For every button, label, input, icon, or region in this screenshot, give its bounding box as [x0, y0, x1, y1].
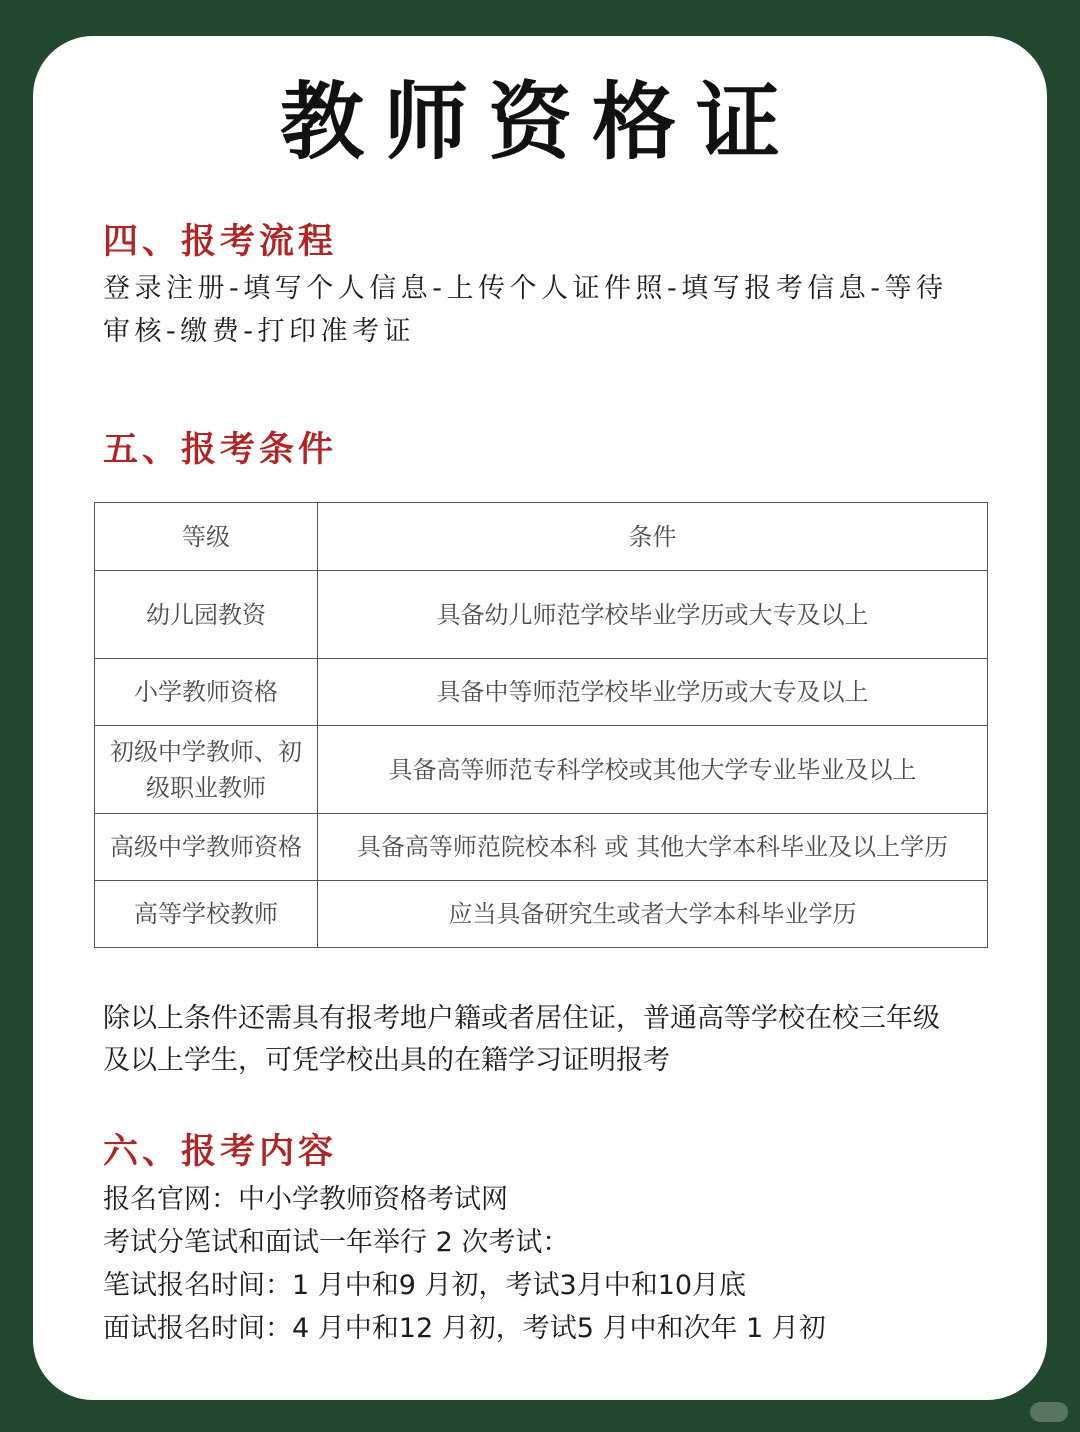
level-cell: 幼儿园教资 [95, 571, 318, 659]
content-line: 面试报名时间：4 月中和12 月初，考试5 月中和次年 1 月初 [103, 1313, 826, 1344]
level-cell: 高等学校教师 [95, 881, 318, 948]
condition-cell: 应当具备研究生或者大学本科毕业学历 [318, 881, 988, 948]
conditions-note-line-1: 除以上条件还需具有报考地户籍或者居住证，普通高等学校在校三年级 [103, 1003, 940, 1034]
process-line-1: 登录注册-填写个人信息-上传个人证件照-填写报考信息-等待 [103, 273, 948, 304]
table-row [95, 814, 988, 881]
section-heading-process: 四、报考流程 [103, 222, 338, 262]
watermark-badge [1030, 1402, 1068, 1422]
level-cell: 初级中学教师、初级职业教师 [95, 726, 318, 814]
section-heading-content: 六、报考内容 [103, 1132, 338, 1172]
content-line: 笔试报名时间：1 月中和9 月初，考试3月中和10月底 [103, 1270, 747, 1301]
conditions-table [94, 502, 988, 948]
page-title: 教师资格证 [279, 73, 800, 171]
table-header-row [95, 503, 988, 571]
header-condition: 条件 [318, 503, 988, 571]
table-row [95, 881, 988, 948]
content-line: 报名官网：中小学教师资格考试网 [103, 1184, 508, 1215]
condition-cell: 具备中等师范学校毕业学历或大专及以上 [318, 659, 988, 726]
process-line-2: 审核-缴费-打印准考证 [103, 316, 415, 347]
header-level: 等级 [95, 503, 318, 571]
table-row [95, 571, 988, 659]
table-row [95, 659, 988, 726]
section-heading-conditions: 五、报考条件 [103, 430, 338, 470]
condition-cell: 具备高等师范院校本科 或 其他大学本科毕业及以上学历 [318, 814, 988, 881]
level-cell: 小学教师资格 [95, 659, 318, 726]
table-row [95, 726, 988, 814]
condition-cell: 具备幼儿师范学校毕业学历或大专及以上 [318, 571, 988, 659]
conditions-note-line-2: 及以上学生，可凭学校出具的在籍学习证明报考 [103, 1045, 670, 1076]
content-line: 考试分笔试和面试一年举行 2 次考试： [103, 1227, 570, 1258]
level-cell: 高级中学教师资格 [95, 814, 318, 881]
condition-cell: 具备高等师范专科学校或其他大学专业毕业及以上 [318, 726, 988, 814]
